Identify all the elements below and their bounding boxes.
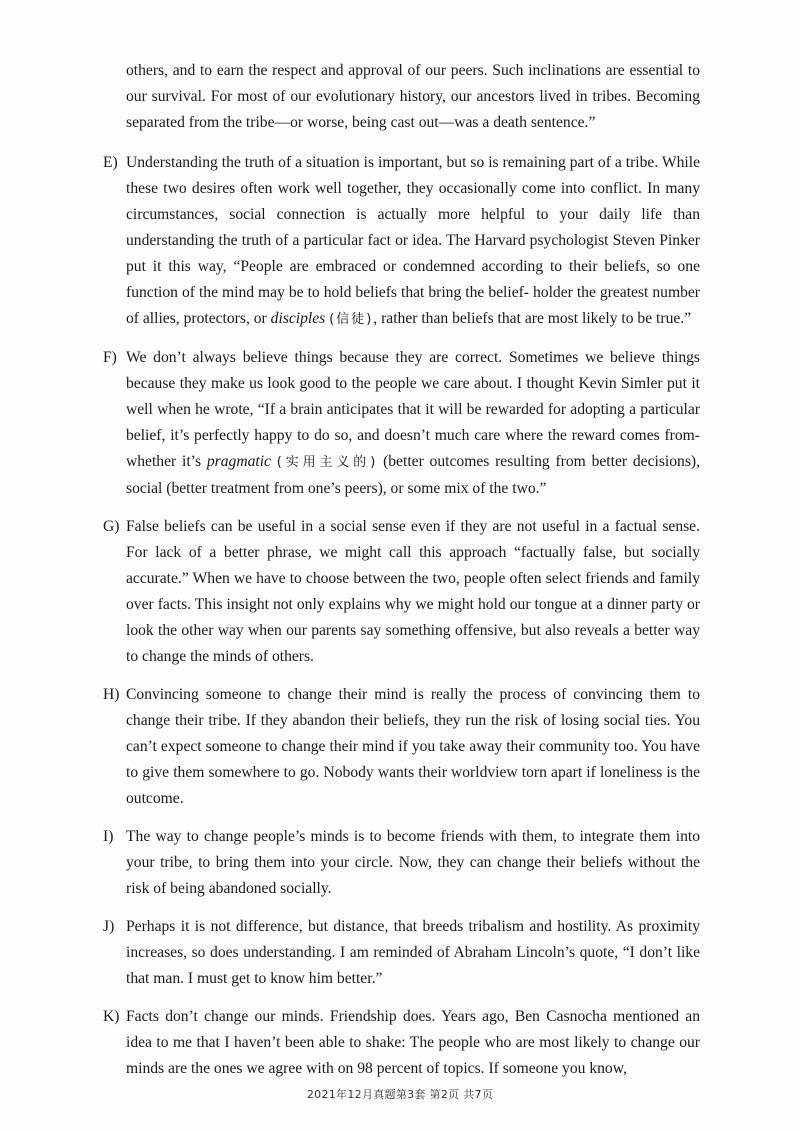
- paragraph-label: H): [103, 686, 120, 703]
- paragraph-label: F): [103, 349, 117, 366]
- paragraph-text: The way to change people’s minds is to become friends with them, to integrate them into your tribe, to bring them into your circle. Now, they can change their beliefs without the risk of being abandoned socially.: [126, 828, 700, 897]
- paragraph-label: I): [103, 828, 114, 845]
- page-footer: 2021年12月真题第3套 第2页 共7页: [306, 1088, 494, 1101]
- chinese-gloss: (实用主义的): [276, 455, 378, 470]
- paragraph-text: (better outcomes resulting from better decisions), social (better treatment from one’s peers), or some mix of the two.”: [126, 453, 700, 497]
- paragraph-label: E): [103, 154, 118, 171]
- paragraph-h: [103, 682, 700, 812]
- paragraph-text: Convincing someone to change their mind is really the process of convincing them to change their tribe. If they abandon their beliefs, they run the risk of losing social ties. You can’t expect someone to change their mind if you take away their community too. You have to give them somewhere to go. Nobody wants their worldview torn apart if loneliness is the outcome.: [126, 686, 700, 807]
- paragraph-label: G): [103, 518, 120, 535]
- paragraph-text: False beliefs can be useful in a social sense even if they are not useful in a factual sense. For lack of a better phrase, we might call this approach “factually false, but socially accurate.” When we have to choose between the two, people often select friends and family over facts. This insight not only explains why we might hold our tongue at a dinner party or look the other way when our parents say something offensive, but also reveals a better way to change the minds of others.: [126, 518, 700, 665]
- paragraph-text: , rather than beliefs that are most likely to be true.”: [373, 310, 692, 327]
- paragraph-text: others, and to earn the respect and approval of our peers. Such inclinations are essential to our survival. For most of our evolutionary history, our ancestors lived in tribes. Becoming separated from the tribe—or worse, being cast out—was a death sentence.”: [126, 62, 700, 131]
- paragraph-label: J): [103, 918, 115, 935]
- paragraph-i: [103, 824, 700, 902]
- italic-term: pragmatic: [206, 453, 271, 470]
- paragraph-e: [103, 150, 700, 333]
- paragraph-label: K): [103, 1008, 120, 1025]
- paragraph-text: Perhaps it is not difference, but distance, that breeds tribalism and hostility. As proximity increases, so does understanding. I am reminded of Abraham Lincoln’s quote, “I don’t like that man. I must get to know him better.”: [126, 918, 700, 987]
- paragraph-continuation: [103, 58, 700, 136]
- italic-term: disciples: [270, 310, 326, 327]
- paragraph-text: Understanding the truth of a situation is important, but so is remaining part of a tribe. While these two desires often work well together, they occasionally come into conflict. In many circumstances, social connection is actually more helpful to your daily life than understanding the truth of a particular fact or idea. The Harvard psychologist Steven Pinker put it this way, “People are embraced or condemned according to their beliefs, so one function of the mind may be to hold beliefs that bring the belief- holder the greatest number of allies, protectors, or: [126, 154, 700, 327]
- paragraph-g: [103, 514, 700, 670]
- paragraph-text: Facts don’t change our minds. Friendship does. Years ago, Ben Casnocha mentioned an idea to me that I haven’t been able to shake: The people who are most likely to change our minds are the ones we agree with on 98 percent of topics. If someone you know,: [126, 1008, 700, 1077]
- paragraph-k: [103, 1004, 700, 1082]
- chinese-gloss: (信徒): [329, 312, 374, 327]
- paragraph-f: [103, 345, 700, 502]
- paragraph-j: [103, 914, 700, 992]
- passage-body: [103, 58, 700, 1094]
- paragraph-text: We don’t always believe things because they are correct. Sometimes we believe things because they make us look good to the people we care about. I thought Kevin Simler put it well when he wrote, “If a brain anticipates that it will be rewarded for adopting a particular belief, it’s perfectly happy to do so, and doesn’t much care where the reward comes from- whether it’s: [126, 349, 700, 470]
